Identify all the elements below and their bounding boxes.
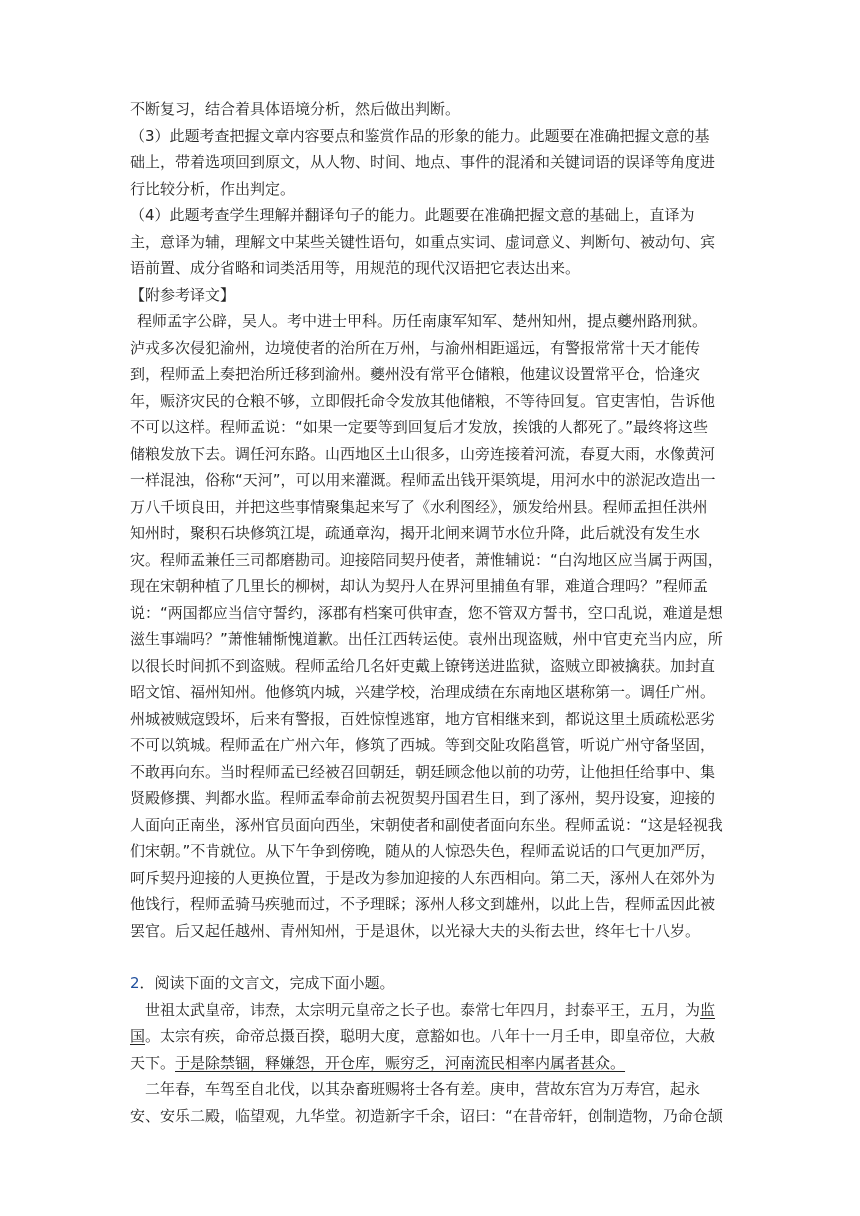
translation-line: 泸戎多次侵犯渝州，边境使者的治所在万州，与渝州相距遥远，有警报常常十天才能传 <box>130 338 701 357</box>
document-page <box>130 96 730 1129</box>
passage-line <box>130 1050 730 1077</box>
underlined-text: 监 <box>700 1000 716 1019</box>
translation-line: 现在宋朝种植了几里长的柳树，却认为契丹人在界河里捕鱼有罪，难道合理吗？”程师孟 <box>130 577 708 595</box>
translation-line: 罢官。后又起任越州、青州知州，于是退休，以光禄大夫的头衔去世，终年七十八岁。 <box>130 921 701 940</box>
explanation-point-3 <box>130 123 730 203</box>
translation-line: 他饯行，程师孟骑马疾驰而过，不予理睬；涿州人移文到雄州，以此上告，程师孟因此被 <box>130 895 716 913</box>
translation-line: 呵斥契丹迎接的人更换位置，于是改为参加迎接的人东西相向。第二天，涿州人在郊外为 <box>130 868 716 887</box>
translation-line: 州城被贼寇毁坏，后来有警报，百姓惊惶逃窜，地方官相继来到，都说这里土质疏松恶劣 <box>130 709 716 728</box>
explanation-point-4 <box>130 202 730 282</box>
translation-line: 灾。程师孟兼任三司都磨勘司。迎接陪同契丹使者，萧惟辅说：“白沟地区应当属于两国， <box>130 550 723 569</box>
explanation-line: 语前置、成分省略和词类活用等，用规范的现代汉语把它表达出来。 <box>130 259 581 277</box>
explanation-text: 不断复习，结合着具体语境分析，然后做出判断。 <box>130 100 461 118</box>
question-2-prompt <box>130 970 730 997</box>
classical-passage <box>130 997 730 1130</box>
translation-line: 知州时，聚积石块修筑江堤，疏通章沟，揭开北闸来调节水位升降，此后就没有发生水 <box>130 524 701 542</box>
explanation-line: 行比较分析，作出判定。 <box>130 179 296 198</box>
underlined-sentence: 于是除禁锢，释嫌怨，开仓库，赈穷乏，河南流民相率内属者甚众。 <box>175 1053 626 1072</box>
translation-line: 昭文馆、福州知州。他修筑内城，兴建学校，治理成绩在东南地区堪称第一。调任广州。 <box>130 683 716 701</box>
passage-text: 。太宗有疾，命帝总摄百揆，聪明大度，意豁如也。八年十一月壬申，即皇帝位，大赦 <box>145 1027 716 1045</box>
translation-line: 储粮发放下去。调任河东路。山西地区土山很多，山旁连接着河流，春夏大雨，水像黄河 <box>130 444 716 463</box>
translation-line: 程师孟字公辟，吴人。考中进士甲科。历任南康军知军、楚州知州，提点夔州路刑狱。 <box>137 312 708 330</box>
translation-line: 到，程师孟上奏把治所迁移到渝州。夔州没有常平仓储粮，他建议设置常平仓，恰逢灾 <box>130 365 701 383</box>
explanation-line: 主，意译为辅，理解文中某些关键性语句，如重点实词、虚词意义、判断句、被动句、宾 <box>130 232 716 251</box>
passage-line <box>130 1023 730 1050</box>
translation-line: 不敢再向东。当时程师孟已经被召回朝廷，朝廷顾念他以前的功劳，让他担任给事中、集 <box>130 762 716 781</box>
section-spacer <box>130 944 730 970</box>
explanation-line: 础上，带着选项回到原文，从人物、时间、地点、事件的混淆和关键词语的误译等角度进 <box>130 153 716 171</box>
passage-text: 天下。 <box>130 1053 176 1072</box>
translation-heading: 【附参考译文】 <box>130 285 236 304</box>
translation-line: 不可以筑城。程师孟在广州六年，修筑了西城。等到交阯攻陷邕管，听说广州守备坚固， <box>130 736 716 754</box>
explanation-line: （3）此题考查把握文章内容要点和鉴赏作品的形象的能力。此题要在准确把握文意的基 <box>130 126 710 145</box>
translation-line: 说：“两国都应当信守誓约，涿郡有档案可供审查，您不管双方誓书，空口乱说，难道是想 <box>130 603 723 622</box>
translation-line: 们宋朝。”不肯就位。从下午争到傍晚，随从的人惊恐失色，程师孟说话的口气更加严厉， <box>130 842 716 860</box>
explanation-line: （4）此题考查学生理解并翻译句子的能力。此题要在准确把握文意的基础上，直译为 <box>130 206 695 224</box>
translation-line: 人面向正南坐，涿州官员面向西坐，宋朝使者和副使者面向东坐。程师孟说：“这是轻视我 <box>130 815 723 834</box>
underlined-text: 国 <box>130 1027 146 1045</box>
translation-line: 以很长时间抓不到盗贼。程师孟给几名奸吏戴上镣铐送进监狱，盗贼立即被擒获。加封直 <box>130 656 716 675</box>
question-number: 2 <box>130 974 140 992</box>
passage-line: 二年春，车驾至自北伐，以其杂畜班赐将士各有差。庚申，营故东宫为万寿宫，起永 <box>145 1080 701 1098</box>
translation-line: 不可以这样。程师孟说：“如果一定要等到回复后才发放，挨饿的人都死了。”最终将这些 <box>130 418 709 436</box>
translation-line: 一样混浊，俗称“天河”，可以用来灌溉。程师孟出钱开渠筑堤，用河水中的淤泥改造出一 <box>130 471 716 489</box>
question-instruction: ．阅读下面的文言文，完成下面小题。 <box>139 974 395 992</box>
translation-line: 滋生事端吗？”萧惟辅惭愧道歉。出任江西转运使。袁州出现盗贼，州中官吏充当内应，所 <box>130 630 723 648</box>
passage-line: 安、安乐二殿，临望观，九华堂。初造新字千余，诏曰：“在昔帝轩，创制造物，乃命仓颉 <box>130 1106 723 1125</box>
translation-body <box>130 308 730 944</box>
translation-line: 贤殿修撰、判都水监。程师孟奉命前去祝贺契丹国君生日，到了涿州，契丹设宴，迎接的 <box>130 789 716 807</box>
passage-line <box>130 997 730 1024</box>
translation-line: 万八千顷良田，并把这些事情聚集起来写了《水利图经》，颁发给州县。程师孟担任洪州 <box>130 497 708 516</box>
passage-text: 世祖太武皇帝，讳焘，太宗明元皇帝之长子也。泰常七年四月，封泰平王，五月，为 <box>145 1000 701 1019</box>
translation-line: 年，赈济灾民的仓粮不够，立即假托命令发放其他储粮，不等待回复。官吏害怕，告诉他 <box>130 391 716 410</box>
